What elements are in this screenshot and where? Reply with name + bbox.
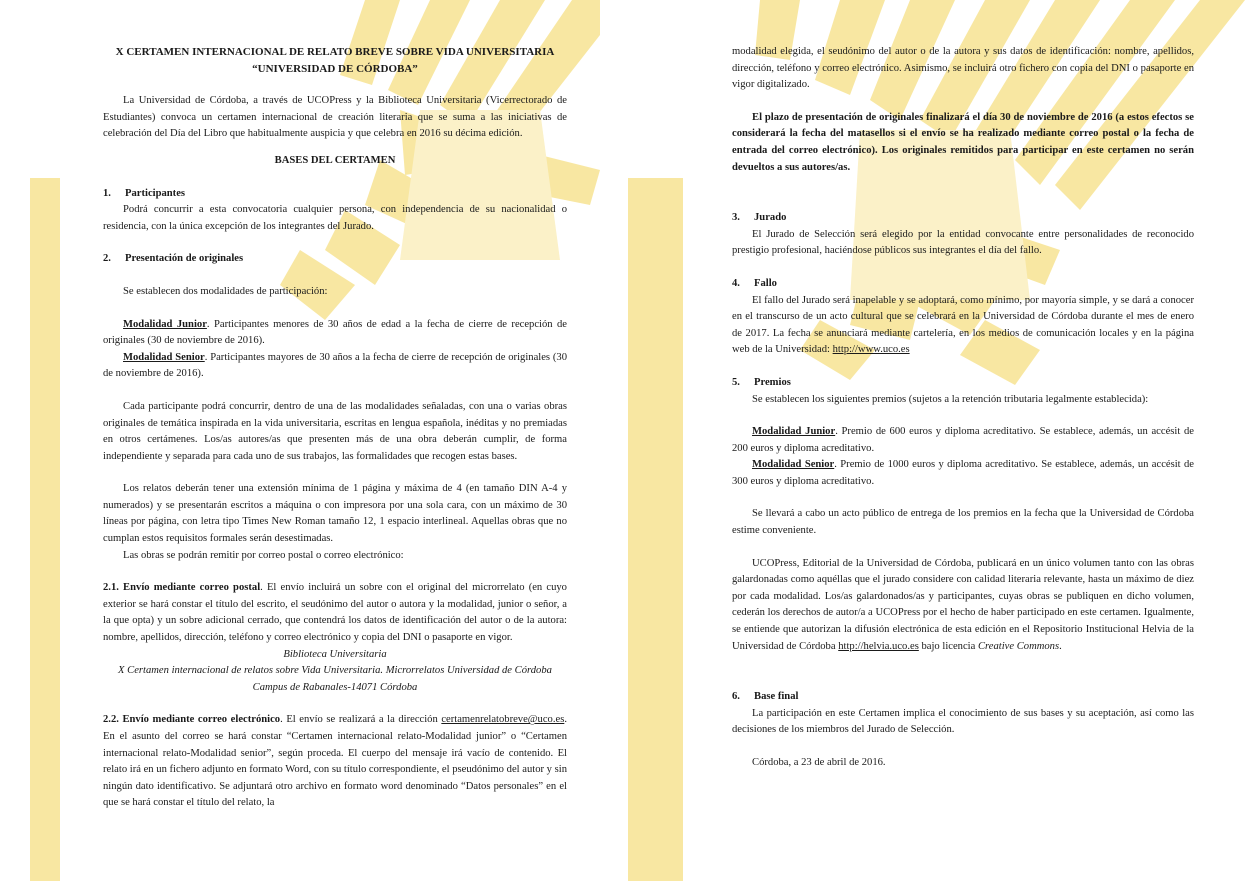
intro-paragraph: La Universidad de Córdoba, a través de UCOPress y la Biblioteca Universitaria (Vicerrectorado de Estudiantes) convoca un certamen internacional de creación literaria que se suma a las iniciativas de celebración del Día del Libro que habitualmente auspicia y que celebra en 2016 su décima edición. [103, 95, 567, 140]
section-number: 5. [732, 376, 740, 388]
modalidad-junior-label: Modalidad Junior [123, 318, 207, 330]
section-2-1-title: 2.1. Envío mediante correo postal [103, 582, 261, 594]
modalidades-intro: Se establecen dos modalidades de participación: [123, 285, 328, 297]
premio-junior-label: Modalidad Junior [752, 426, 836, 438]
email-link[interactable]: certamenrelatobreve@uco.es [441, 714, 565, 726]
premio-senior-text: . Premio de 1000 euros y diploma acreditativo. Se establece, además, un accésit de 300 euros y diploma acreditativo. [732, 459, 1194, 487]
section-title: Base final [754, 691, 799, 703]
document-title: X CERTAMEN INTERNACIONAL DE RELATO BREVE SOBRE VIDA UNIVERSITARIA [115, 46, 555, 58]
section-title: Premios [754, 376, 791, 388]
bases-heading: BASES DEL CERTAMEN [274, 154, 396, 166]
section-number: 4. [732, 277, 740, 289]
section-2-2-title: 2.2. Envío mediante correo electrónico [103, 714, 281, 726]
section-6-text: La participación en este Certamen implica el conocimiento de sus bases y su aceptación, así como las decisiones de los miembros del Jurado de Selección. [732, 707, 1194, 736]
section-4-body: El fallo del Jurado será inapelable y se adoptará, como mínimo, por mayoría simple, y se dará a conocer en el transcurso de un acto cultural que se celebrará en la Universidad de Córdoba durante el mes de enero de 2017. La fecha se anunciará mediante cartelería, en los medios de comunicación locales y en la página web de la Universidad: [732, 294, 1194, 356]
modalidad-senior-text: . Participantes mayores de 30 años a la fecha de cierre de recepción de originales (30 de noviembre de 2016). [103, 351, 567, 380]
obras-paragraph: Cada participante podrá concurrir, dentro de una de las modalidades señaladas, con una o varias obras originales de temática inspirada en la vida universitaria, escritas en lengua española, inéditas y no premiadas en otros certámenes. Los/as autores/as que presenten más de una obra deberán cumplir, de forma independiente y separada para cada uno de sus trabajos, las formalidades que recogen estas bases. [103, 400, 567, 462]
plazo-paragraph: El plazo de presentación de originales finalizará el día 30 de noviembre de 2016 (a estos efectos se considerará la fecha del matasellos si el envío se ha realizado mediante correo postal o la fecha de entrada del correo electrónico). Los originales remitidos para participar en este certamen no serán devueltos a sus autores/as. [732, 111, 1194, 173]
section-4-text [732, 293, 1194, 359]
creative-commons-text: Creative Commons [977, 640, 1060, 652]
premios-intro: Se establecen los siguientes premios (sujetos a la retención tributaria legalmente establecida): [752, 393, 1149, 405]
section-title: Presentación de originales [125, 253, 244, 265]
premio-junior-text: . Premio de 600 euros y diploma acreditativo. Se establece, además, un accésit de 200 euros y diploma acreditativo. [732, 426, 1195, 454]
right-column [732, 44, 1194, 772]
left-side-band [30, 178, 60, 881]
left-column [103, 44, 567, 812]
acto-paragraph: Se llevará a cabo un acto público de entrega de los premios en la fecha que la Universidad de Córdoba estime conveniente. [732, 508, 1194, 537]
section-number: 6. [732, 691, 740, 703]
uco-website-link[interactable]: http://www.uco.es [832, 344, 910, 356]
section-number: 3. [732, 212, 740, 224]
ucopress-tail: bajo licencia [918, 640, 978, 652]
section-2-2-text: . En el asunto del correo se hará constar “Certamen internacional relato-Modalidad junior” o “Certamen internacional relato-Modalidad senior”, según proceda. El cuerpo del mensaje irá vacío de contenido. El relato irá en un fichero adjunto en formato Word, con su título correspondiente, el pseudónimo del autor y sin ningún dato identificativo. Se adjuntará otro archivo en formato word denominado “Datos personales” en el que se hará constar el título del relato, la [103, 714, 567, 809]
section-5-heading [732, 375, 1194, 392]
ucopress-body: UCOPress, Editorial de la Universidad de Córdoba, publicará en un único volumen tanto con las obras galardonadas como aquéllas que el jurado considere con calidad literaria relevante, hasta un máximo de diez por cada modalidad. Los/as galardonados/as y participantes, cuyas obras se publiquen en dicho volumen, cederán los derechos de autor/a a UCOPress por el hecho de haber participado en este certamen. Igualmente, se entiende que autorizan la difusión electrónica de esta edición en el Repositorio Institucional Helvia de la Universidad de Córdoba [732, 557, 1194, 652]
section-number: 2. [103, 253, 111, 265]
remitir-paragraph: Las obras se podrán remitir por correo postal o correo electrónico: [123, 549, 404, 561]
address-line-1: Biblioteca Universitaria [283, 648, 387, 660]
center-band [628, 178, 683, 881]
section-number: 1. [103, 187, 111, 199]
helvia-link[interactable]: http://helvia.uco.es [838, 640, 919, 652]
section-title: Participantes [125, 187, 186, 199]
extension-paragraph: Los relatos deberán tener una extensión mínima de 1 página y máxima de 4 (en tamaño DIN A-4 y numerados) y se presentarán escritos a máquina o con impresora por una sola cara, con un máximo de 30 líneas por página, con letra tipo Times New Roman tamaño 12, 1 espacio interlineal. Aquellas obras que no cumplan estos requisitos formales serán desestimadas. [103, 483, 567, 545]
section-3-heading [732, 210, 1194, 227]
ucopress-paragraph [732, 556, 1194, 656]
ucopress-end: . [1059, 640, 1062, 652]
section-title: Jurado [754, 212, 787, 224]
address-line-2: X Certamen internacional de relatos sobre Vida Universitaria. Microrrelatos Universidad de Córdoba [118, 665, 552, 677]
section-1-text: Podrá concurrir a esta convocatoria cualquier persona, con independencia de su nacionalidad o residencia, con la única excepción de los integrantes del Jurado. [103, 204, 567, 232]
section-3-text: El Jurado de Selección será elegido por la entidad convocante entre personalidades de reconocido prestigio profesional, haciéndose públicos sus integrantes el día del fallo. [732, 228, 1194, 257]
section-title: Fallo [754, 277, 777, 289]
section-2-1-paragraph [103, 580, 567, 646]
signoff-date: Córdoba, a 23 de abril de 2016. [752, 757, 886, 768]
section-2-heading [103, 251, 567, 268]
section-4-heading [732, 276, 1194, 293]
premio-senior-paragraph [732, 457, 1194, 490]
section-6-heading [732, 689, 1194, 706]
document-subtitle: “UNIVERSIDAD DE CÓRDOBA” [252, 62, 418, 75]
section-2-2-pre: . El envío se realizará a la dirección [280, 714, 442, 726]
continued-paragraph: modalidad elegida, el seudónimo del autor o de la autora y sus datos de identificación: nombre, apellidos, dirección, teléfono y correo electrónico. Asimismo, se incluirá otro fichero con copia del DNI o pasaporte en vigor digitalizado. [732, 46, 1194, 91]
premio-junior-paragraph [732, 424, 1194, 457]
modalidad-senior-label: Modalidad Senior [123, 351, 205, 363]
modalidad-junior-paragraph [103, 317, 567, 350]
section-2-1-text: . El envío incluirá un sobre con el original del microrrelato (en cuyo exterior se hará constar el título del escrito, el seudónimo del autor o autora y la modalidad, junior o señor, a la que opta) y un sobre adicional cerrado, que contendrá los datos de identificación del autor o de la autora: nombre, apellidos, dirección, teléfono y correo electrónico y copia del DNI o pasaporte en vigor. [103, 582, 567, 644]
section-1-heading [103, 186, 567, 203]
modalidad-senior-paragraph [103, 350, 567, 383]
modalidad-junior-text: . Participantes menores de 30 años de edad a la fecha de cierre de recepción de originales (30 de noviembre de 2016). [103, 318, 568, 347]
address-line-3: Campus de Rabanales-14071 Córdoba [252, 681, 418, 693]
section-2-2-paragraph [103, 712, 567, 812]
premio-senior-label: Modalidad Senior [752, 459, 835, 471]
